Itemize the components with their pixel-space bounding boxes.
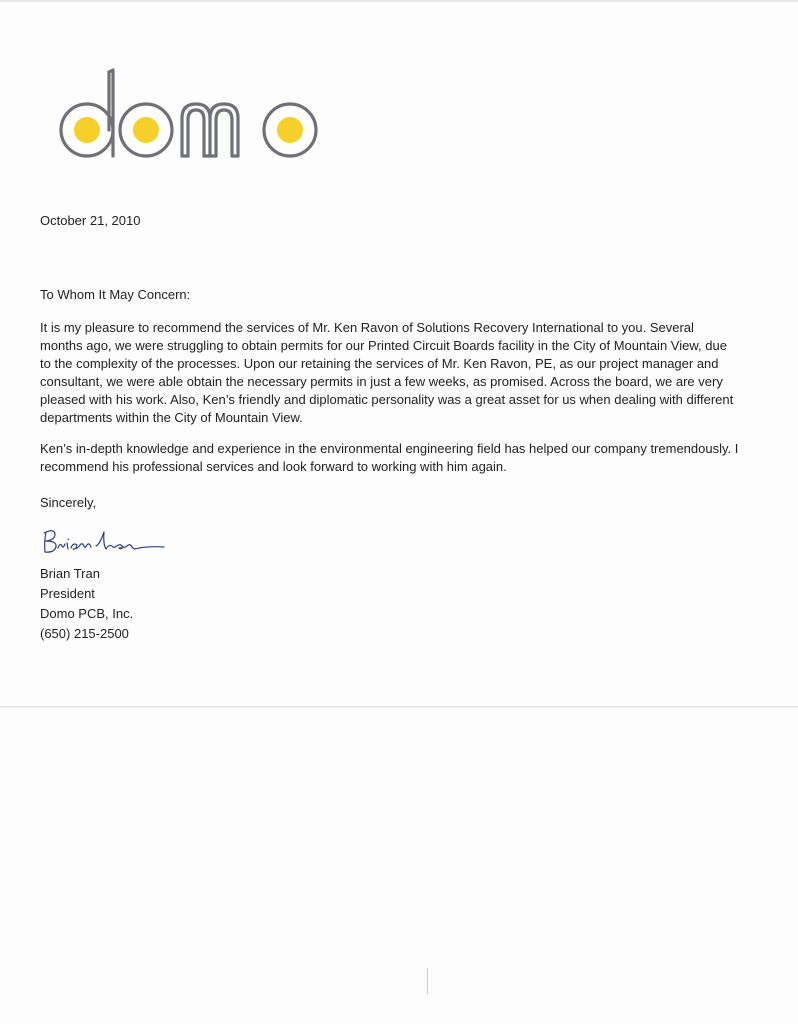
paper-fold-line: [0, 706, 798, 708]
signer-title: President: [40, 586, 95, 601]
logo-dot-d: [74, 117, 100, 143]
logo-dot-o1: [133, 117, 159, 143]
letter-salutation: To Whom It May Concern:: [40, 287, 191, 302]
letter-paragraph-2: Ken’s in-depth knowledge and experience in the environmental engineering field has helped our company tremendously. I recommend his professional services and look forward to working with him again.: [40, 441, 739, 474]
paper-crease-mark: [427, 968, 428, 994]
signer-block: [40, 564, 133, 644]
signer-company: Domo PCB, Inc.: [40, 606, 134, 621]
logo-dot-o2: [277, 117, 303, 143]
letter-date: October 21, 2010: [40, 213, 141, 228]
domo-logo: [58, 66, 328, 162]
page-top-edge: [0, 0, 798, 2]
signer-phone: (650) 215-2500: [40, 626, 129, 641]
letter-closing: Sincerely,: [40, 495, 97, 510]
signer-name: Brian Tran: [40, 566, 100, 581]
handwritten-signature: [40, 524, 180, 560]
letter-paragraph-1: It is my pleasure to recommend the services of Mr. Ken Ravon of Solutions Recovery International to you. Several months ago, we were struggling to obtain permits for our Printed Circuit Boards facility in the City of Mountain View, due to the complexity of the processes. Upon our retaining the services of Mr. Ken Ravon, PE, as our project manager and consultant, we were able obtain the necessary permits in just a few weeks, as promised. Across the board, we are very pleased with his work. Also, Ken’s friendly and diplomatic personality was a great asset for us when dealing with different departments within the City of Mountain View.: [40, 320, 734, 425]
